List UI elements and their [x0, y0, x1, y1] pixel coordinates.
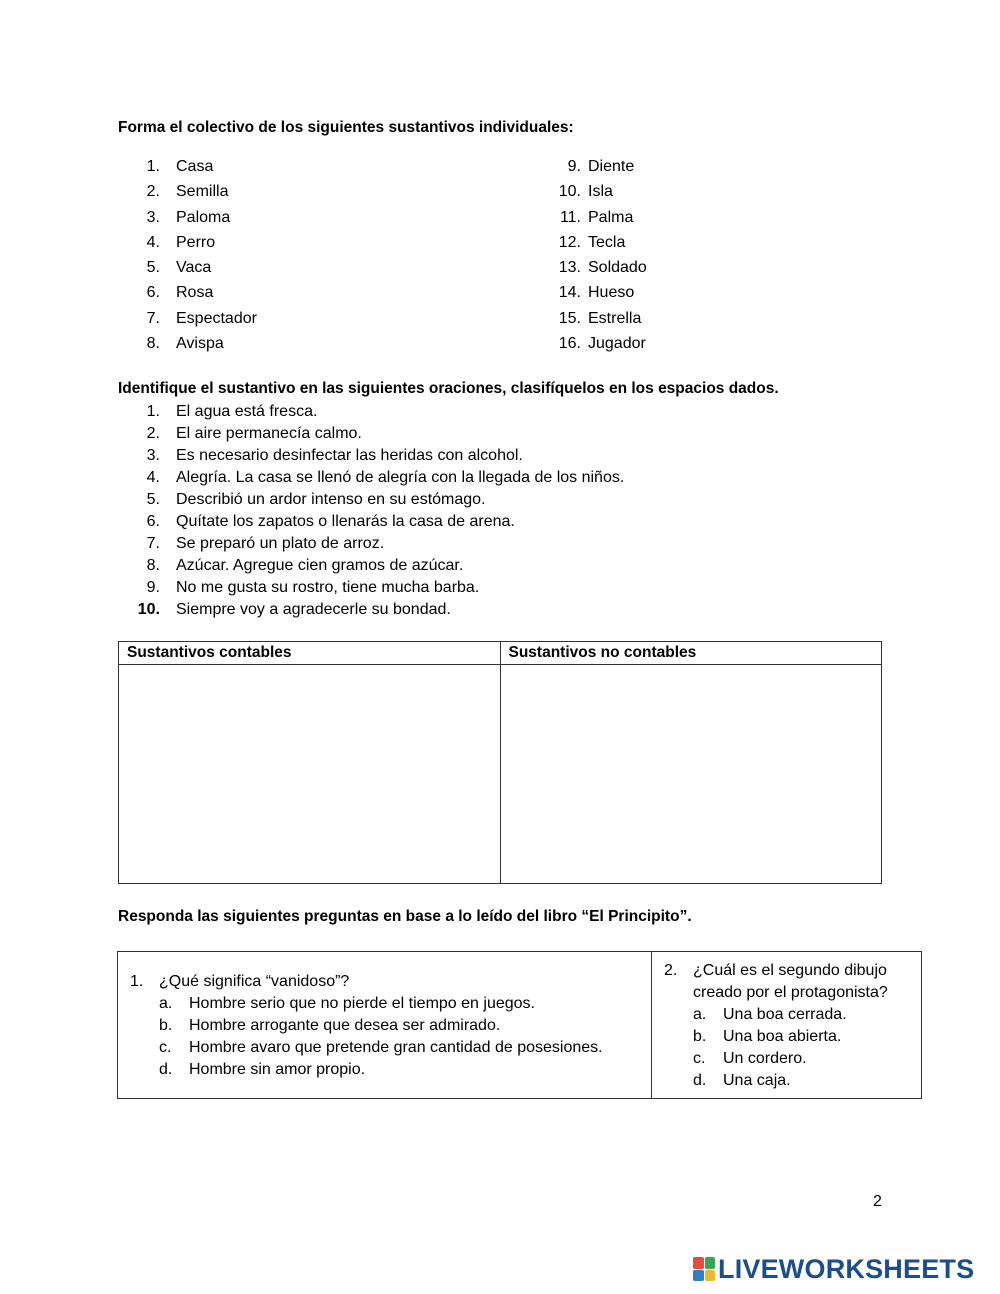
sentence-text: Quítate los zapatos o llenarás la casa de arena. [176, 513, 515, 530]
item-text: Hueso [588, 284, 635, 302]
option-letter: c. [693, 1050, 706, 1067]
sentence-item [118, 511, 515, 533]
item-number: 7. [146, 535, 160, 552]
item-text: Espectador [176, 309, 257, 327]
item-number: 10. [558, 183, 581, 201]
item-text: Casa [176, 158, 214, 175]
question-1-number: 1. [130, 973, 144, 990]
sentence-item [118, 533, 385, 555]
item-text: Vaca [176, 259, 212, 277]
item-number: 2. [146, 183, 160, 201]
page-number: 2 [873, 1193, 882, 1210]
brand-name: LIVEWORKSHEETS [718, 1254, 975, 1284]
option-letter: d. [159, 1061, 173, 1078]
item-number: 9. [146, 579, 160, 596]
item-number: 10. [137, 601, 160, 618]
question-2-text-line1: ¿Cuál es el segundo dibujo [693, 962, 887, 979]
list-item [118, 280, 214, 305]
item-number: 12. [558, 233, 581, 251]
item-number: 1. [146, 158, 160, 175]
sentence-text: Alegría. La casa se llenó de alegría con la llegada de los niños. [176, 469, 625, 486]
question-2-number: 2. [664, 962, 678, 979]
list-item [118, 255, 212, 280]
question-2-option-b[interactable]: Una boa abierta. [723, 1028, 842, 1045]
list-item [539, 179, 613, 204]
option-letter: b. [159, 1017, 173, 1034]
list-item [118, 205, 231, 230]
item-text: Diente [588, 158, 635, 175]
sentence-text: No me gusta su rostro, tiene mucha barba. [176, 579, 480, 596]
list-item [118, 230, 216, 255]
noun-classification-table [118, 641, 882, 884]
question-1-option-d[interactable]: Hombre sin amor propio. [189, 1061, 366, 1078]
item-text: Estrella [588, 309, 642, 327]
question-1-option-a[interactable]: Hombre serio que no pierde el tiempo en juegos. [189, 995, 535, 1012]
question-2-text-line2: creado por el protagonista? [693, 984, 888, 1001]
option-letter: a. [159, 995, 173, 1012]
item-text: Palma [588, 208, 634, 226]
list-item [539, 280, 635, 305]
item-text: Soldado [588, 259, 647, 277]
sentence-text: El aire permanecía calmo. [176, 425, 362, 442]
question-2-cell [652, 952, 921, 1098]
sentence-text: Azúcar. Agregue cien gramos de azúcar. [176, 557, 464, 574]
item-number: 13. [558, 259, 581, 277]
collective-list-right [539, 154, 647, 356]
section3-heading: Responda las siguientes preguntas en base a lo leído del libro “El Principito”. [118, 908, 692, 925]
sentence-text: Describió un ardor intenso en su estómago. [176, 491, 486, 508]
option-letter: b. [693, 1028, 707, 1045]
item-text: Rosa [176, 284, 214, 302]
sentence-item [118, 445, 523, 467]
uncountable-header: Sustantivos no contables [501, 642, 882, 665]
item-number: 3. [146, 447, 160, 464]
item-number: 2. [146, 425, 160, 442]
item-number: 3. [146, 208, 160, 226]
sentence-text: El agua está fresca. [176, 403, 318, 420]
uncountable-answer-area[interactable] [501, 665, 882, 883]
sentence-text: Es necesario desinfectar las heridas con alcohol. [176, 447, 523, 464]
item-text: Semilla [176, 183, 229, 201]
item-number: 16. [558, 335, 581, 353]
item-text: Tecla [588, 233, 626, 251]
list-item [118, 306, 257, 331]
section1-heading: Forma el colectivo de los siguientes sustantivos individuales: [118, 119, 574, 136]
sentence-list [118, 401, 625, 621]
collective-list-left [118, 154, 257, 356]
list-item [539, 306, 642, 331]
question-1-text: ¿Qué significa “vanidoso”? [159, 973, 350, 990]
item-number: 14. [558, 284, 581, 302]
countable-column [119, 642, 500, 883]
item-number: 5. [146, 491, 160, 508]
sentence-text: Siempre voy a agradecerle su bondad. [176, 601, 451, 618]
question-1-option-b[interactable]: Hombre arrogante que desea ser admirado. [189, 1017, 501, 1034]
question-2-option-c[interactable]: Un cordero. [723, 1050, 807, 1067]
sentence-item [118, 555, 464, 577]
item-text: Avispa [176, 335, 224, 353]
item-number: 8. [146, 335, 160, 353]
countable-header: Sustantivos contables [119, 642, 500, 665]
uncountable-column [500, 642, 882, 883]
questions-table [117, 951, 922, 1099]
list-item [118, 154, 214, 179]
item-number: 1. [146, 403, 160, 420]
question-2-option-a[interactable]: Una boa cerrada. [723, 1006, 847, 1023]
item-number: 5. [146, 259, 160, 277]
sentence-item [118, 401, 318, 423]
question-1-cell [118, 952, 652, 1098]
sentence-item [118, 577, 480, 599]
item-text: Isla [588, 183, 613, 201]
item-number: 4. [146, 469, 160, 486]
section2-heading: Identifique el sustantivo en las siguientes oraciones, clasifíquelos en los espacios dados. [118, 380, 779, 397]
sentence-item [118, 489, 486, 511]
list-item [118, 331, 224, 356]
item-number: 15. [558, 309, 581, 327]
item-number: 6. [146, 513, 160, 530]
list-item [118, 179, 229, 204]
item-text: Perro [176, 233, 216, 251]
sentence-item [118, 599, 451, 621]
liveworksheets-brand [693, 1255, 974, 1283]
question-1-option-c[interactable]: Hombre avaro que pretende gran cantidad de posesiones. [189, 1039, 603, 1056]
list-item [539, 154, 635, 179]
list-item [539, 230, 626, 255]
item-number: 11. [559, 208, 581, 226]
item-text: Paloma [176, 208, 231, 226]
item-text: Jugador [588, 335, 646, 353]
list-item [539, 331, 646, 356]
list-item [539, 255, 647, 280]
liveworksheets-logo-icon [693, 1257, 715, 1281]
countable-answer-area[interactable] [119, 665, 500, 883]
option-letter: d. [693, 1072, 707, 1089]
item-number: 8. [146, 557, 160, 574]
question-2-option-d[interactable]: Una caja. [723, 1072, 791, 1089]
item-number: 4. [146, 233, 160, 251]
list-item [539, 205, 634, 230]
item-number: 6. [146, 284, 160, 302]
sentence-item [118, 467, 625, 489]
sentence-text: Se preparó un plato de arroz. [176, 535, 385, 552]
item-number: 7. [146, 309, 160, 327]
option-letter: a. [693, 1006, 707, 1023]
sentence-item [118, 423, 362, 445]
option-letter: c. [159, 1039, 172, 1056]
item-number: 9. [567, 158, 581, 175]
